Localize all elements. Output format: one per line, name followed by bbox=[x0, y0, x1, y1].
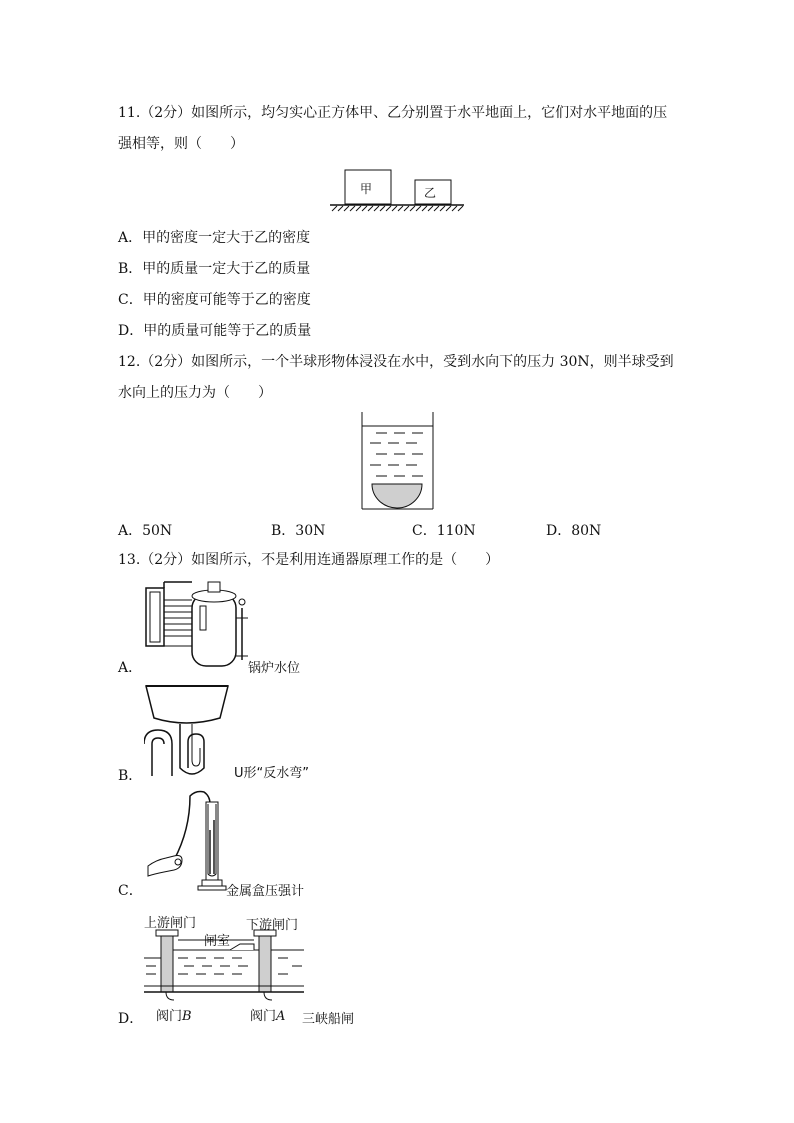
q13-line1: 13.（2分）如图所示，不是利用连通器原理工作的是（ ） bbox=[118, 552, 500, 568]
q13-option-b-caption: U形“反水弯” bbox=[234, 766, 309, 781]
q12-line1: 12.（2分）如图所示，一个半球形物体浸没在水中，受到水向下的压力 30N，则半球受到 bbox=[118, 354, 674, 370]
q11-option-b[interactable]: B．甲的质量一定大于乙的质量 bbox=[118, 261, 311, 277]
q11-label-jia: 甲 bbox=[360, 182, 373, 196]
q11-cubes-figure bbox=[328, 168, 468, 214]
q13-option-d-letter[interactable]: D． bbox=[118, 1011, 144, 1027]
q11-option-c[interactable]: C．甲的密度可能等于乙的密度 bbox=[118, 292, 311, 308]
q13-valve-b-label bbox=[156, 1005, 192, 1024]
q12-line2: 水向上的压力为（ ） bbox=[118, 385, 272, 401]
q11-option-d[interactable]: D．甲的质量可能等于乙的质量 bbox=[118, 323, 312, 339]
q11-option-a[interactable]: A．甲的密度一定大于乙的密度 bbox=[118, 230, 311, 246]
q13-valve-a-text: 阀门 bbox=[250, 1009, 277, 1024]
q13-lock-chamber: 闸室 bbox=[204, 934, 231, 949]
q13-valve-b-text: 阀门 bbox=[156, 1009, 183, 1024]
q13-lock-lower-gate: 下游闸门 bbox=[246, 918, 299, 933]
q13-boiler-figure bbox=[142, 578, 252, 670]
q13-option-d-caption: 三峡船闸 bbox=[302, 1012, 355, 1027]
q13-option-b-letter[interactable]: B． bbox=[118, 768, 143, 784]
q13-valve-b-letter: B bbox=[182, 1009, 192, 1024]
q13-valve-a-letter: A bbox=[276, 1009, 286, 1024]
q11-label-yi: 乙 bbox=[424, 186, 437, 200]
q13-valve-a-label bbox=[250, 1005, 285, 1024]
q13-manometer-figure bbox=[144, 790, 228, 894]
q12-option-a[interactable]: A．50N bbox=[118, 523, 173, 539]
q11-line1: 11.（2分）如图所示，均匀实心正方体甲、乙分别置于水平地面上，它们对水平地面的压 bbox=[118, 105, 668, 121]
q13-option-a-caption: 锅炉水位 bbox=[248, 661, 301, 676]
q13-option-c-caption: 金属盒压强计 bbox=[226, 884, 305, 899]
q11-line2: 强相等，则（ ） bbox=[118, 136, 244, 152]
q13-lock-upper-gate: 上游闸门 bbox=[144, 916, 197, 931]
q12-option-d[interactable]: D．80N bbox=[546, 523, 602, 539]
q12-option-c[interactable]: C．110N bbox=[412, 523, 476, 539]
q13-sink-trap-figure bbox=[144, 680, 234, 780]
q13-option-a-letter[interactable]: A． bbox=[118, 660, 143, 676]
q12-option-b[interactable]: B．30N bbox=[271, 523, 326, 539]
q12-container-figure bbox=[360, 410, 436, 512]
q13-option-c-letter[interactable]: C． bbox=[118, 883, 143, 899]
